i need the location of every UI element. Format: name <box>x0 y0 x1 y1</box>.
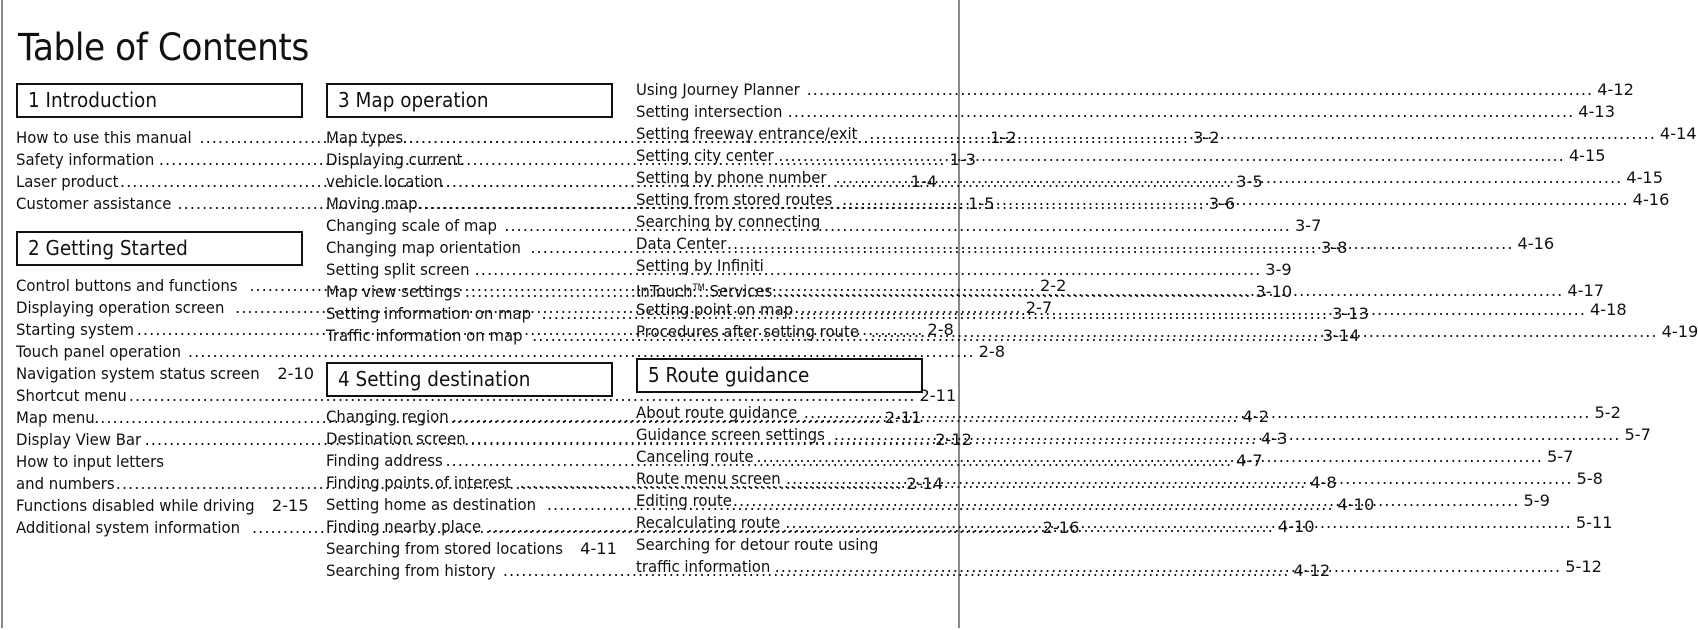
entry-page: 4-14 <box>1659 124 1697 143</box>
section-heading-label: 2 Getting Started <box>28 236 188 260</box>
section-heading[interactable] <box>326 83 613 118</box>
section-heading[interactable] <box>16 231 303 266</box>
dot-leader <box>836 167 1623 189</box>
entry-page: 4-13 <box>1578 102 1616 121</box>
entry-label: Setting information on map <box>326 304 532 323</box>
entry-page: 4-16 <box>1632 190 1670 209</box>
entry-label: Laser product <box>16 172 119 191</box>
entry-page: 5-7 <box>1546 447 1574 466</box>
entry-label: Guidance screen settings <box>636 425 825 444</box>
entry-page: 5-11 <box>1575 513 1613 532</box>
entry-label: Route menu screen <box>636 469 781 488</box>
toc-entry[interactable] <box>16 495 309 517</box>
entry-label: Customer assistance <box>16 194 172 213</box>
entry-page: 3-10 <box>1255 282 1293 301</box>
entry-label: Setting split screen <box>326 260 470 279</box>
entry-label: Control buttons and functions <box>16 276 238 295</box>
entry-page: 1-5 <box>968 194 995 213</box>
entry-row <box>636 79 1634 101</box>
entry-page: 2-2 <box>1039 276 1067 295</box>
entry-label: Safety information <box>16 150 155 169</box>
entry-page: 4-18 <box>1589 300 1627 319</box>
section-heading-label: 4 Setting destination <box>338 367 531 391</box>
entry-page: 2-8 <box>927 320 954 339</box>
toc-entry[interactable] <box>636 79 1634 101</box>
toc-entry[interactable] <box>16 385 957 407</box>
section-heading-label: 3 Map operation <box>338 88 489 112</box>
section-heading[interactable] <box>326 362 613 397</box>
entry-label: Traffic information on map <box>326 326 523 345</box>
dot-leader <box>788 101 1575 123</box>
entry-page: 5-7 <box>1624 425 1651 444</box>
entry-label: Map view settings <box>326 282 461 301</box>
entry-page: 4-19 <box>1661 322 1698 341</box>
entry-label: Display View Bar <box>16 430 142 449</box>
entry-label: Procedures after setting route <box>636 322 859 341</box>
entry-page: 1-3 <box>949 150 976 169</box>
dot-leader <box>871 321 1658 343</box>
entry-label: Finding points of interest <box>326 473 511 492</box>
toc-entry[interactable] <box>16 341 1006 363</box>
entry-label: traffic information <box>636 557 771 576</box>
entry-label: Changing scale of map <box>326 216 497 235</box>
entry-label: Changing map orientation <box>326 238 521 257</box>
entry-page: 2-7 <box>1025 298 1053 317</box>
entry-label: Finding nearby place <box>326 517 482 536</box>
entry-row <box>326 538 617 560</box>
entry-page: 5-8 <box>1576 469 1603 488</box>
entry-row <box>16 341 1006 363</box>
entry-page: 5-2 <box>1594 403 1621 422</box>
entry-label: Using Journey Planner <box>636 80 800 99</box>
dot-leader <box>799 299 1586 321</box>
dot-leader <box>842 189 1629 211</box>
entry-label: Functions disabled while driving <box>16 496 255 515</box>
entry-page: 2-15 <box>271 496 309 515</box>
entry-label: Touch panel operation <box>16 342 182 361</box>
entry-page: 4-2 <box>1242 407 1270 426</box>
entry-row <box>16 495 309 517</box>
entry-page: 4-17 <box>1567 281 1605 301</box>
entry-page: 4-10 <box>1337 495 1375 514</box>
entry-label: Displaying current <box>326 150 463 169</box>
entry-label: Setting by phone number <box>636 168 827 187</box>
entry-label: Additional system information <box>16 518 241 537</box>
entry-label: Navigation system status screen <box>16 364 260 383</box>
entry-page: 4-16 <box>1517 234 1555 253</box>
entry-label: Data Center <box>636 234 727 253</box>
entry-page: 3-5 <box>1236 172 1263 191</box>
entry-page: 2-12 <box>935 430 972 449</box>
entry-page: 2-16 <box>1042 518 1080 537</box>
entry-page: 2-11 <box>884 408 922 427</box>
entry-label: and numbers <box>16 474 115 493</box>
entry-page: 2-14 <box>906 474 944 493</box>
entry-label: About route guidance <box>636 403 798 422</box>
dot-leader <box>785 512 1572 534</box>
entry-page: 2-10 <box>277 364 315 383</box>
dot-leader <box>727 233 1514 255</box>
dot-leader <box>869 123 1656 145</box>
entry-label: Searching from stored locations <box>326 539 564 558</box>
entry-page: 4-15 <box>1568 146 1606 165</box>
toc-entry[interactable] <box>16 363 315 385</box>
entry-label: Displaying operation screen <box>16 298 225 317</box>
dot-leader <box>775 556 1562 578</box>
dot-leader <box>786 468 1573 490</box>
entry-label: Setting freeway entrance/exit <box>636 124 858 143</box>
entry-label: Recalculating route <box>636 513 781 532</box>
entry-label: Setting city center <box>636 146 774 165</box>
entry-label: Moving map <box>326 194 418 213</box>
entry-label: How to use this manual <box>16 128 192 147</box>
toc-entry[interactable] <box>636 101 1616 123</box>
entry-page: 5-12 <box>1565 557 1602 576</box>
dot-leader <box>778 145 1565 167</box>
page-title: Table of Contents <box>18 26 309 69</box>
dot-leader <box>756 446 1543 468</box>
entry-row <box>16 385 957 407</box>
entry-label: Searching by connecting <box>636 212 821 231</box>
entry-page: 4-15 <box>1626 168 1664 187</box>
entry-label: Shortcut menu <box>16 386 127 405</box>
entry-page: 1-2 <box>990 128 1017 147</box>
entry-page: 5-9 <box>1523 491 1550 510</box>
entry-row <box>16 363 315 385</box>
entry-page: 3-7 <box>1294 216 1322 235</box>
toc-entry[interactable] <box>326 538 617 560</box>
entry-page: 4-8 <box>1310 473 1337 492</box>
entry-page: 4-3 <box>1261 429 1288 448</box>
entry-page: 3-13 <box>1332 304 1369 323</box>
entry-page: 4-12 <box>1293 561 1331 580</box>
entry-page: 3-14 <box>1322 326 1360 345</box>
entry-page: 1-4 <box>910 172 938 191</box>
entry-label: Destination screen <box>326 429 466 448</box>
entry-page: 3-9 <box>1265 260 1292 279</box>
entry-label: Setting from stored routes <box>636 190 833 209</box>
entry-label: Starting system <box>16 320 134 339</box>
dot-leader <box>733 490 1520 512</box>
entry-page: 2-8 <box>978 342 1006 361</box>
entry-label: vehicle location <box>326 172 443 191</box>
entry-label: Map menu <box>16 408 95 427</box>
entry-label: Canceling route <box>636 447 754 466</box>
entry-page: 2-11 <box>919 386 957 405</box>
entry-label: Setting intersection <box>636 102 783 121</box>
entry-label: InTouch™ Services <box>636 281 773 301</box>
entry-label: Map types <box>326 128 404 147</box>
entry-page: 3-6 <box>1208 194 1236 213</box>
dot-leader <box>807 79 1594 101</box>
section-heading-label: 5 Route guidance <box>648 363 810 387</box>
section-heading-label: 1 Introduction <box>28 88 157 112</box>
entry-label: Changing region <box>326 407 449 426</box>
dot-leader <box>834 424 1621 446</box>
entry-label: Setting by Infiniti <box>636 256 764 275</box>
entry-label: Searching for detour route using <box>636 535 879 554</box>
entry-page: 4-10 <box>1277 517 1315 536</box>
entry-page: 4-12 <box>1597 80 1634 99</box>
entry-page: 4-11 <box>580 539 617 558</box>
entry-label: Editing route <box>636 491 732 510</box>
entry-label: Finding address <box>326 451 443 470</box>
entry-page: 3-2 <box>1193 128 1220 147</box>
entry-row <box>636 101 1616 123</box>
entry-label: Setting point on map <box>636 300 794 319</box>
entry-page: 3-8 <box>1321 238 1348 257</box>
entry-page: 4-7 <box>1236 451 1263 470</box>
dot-leader <box>804 402 1591 424</box>
section-heading[interactable] <box>16 83 303 118</box>
section-heading[interactable] <box>636 358 923 393</box>
entry-label: Searching from history <box>326 561 496 580</box>
entry-label: Setting home as destination <box>326 495 537 514</box>
entry-label: How to input letters <box>16 452 164 471</box>
